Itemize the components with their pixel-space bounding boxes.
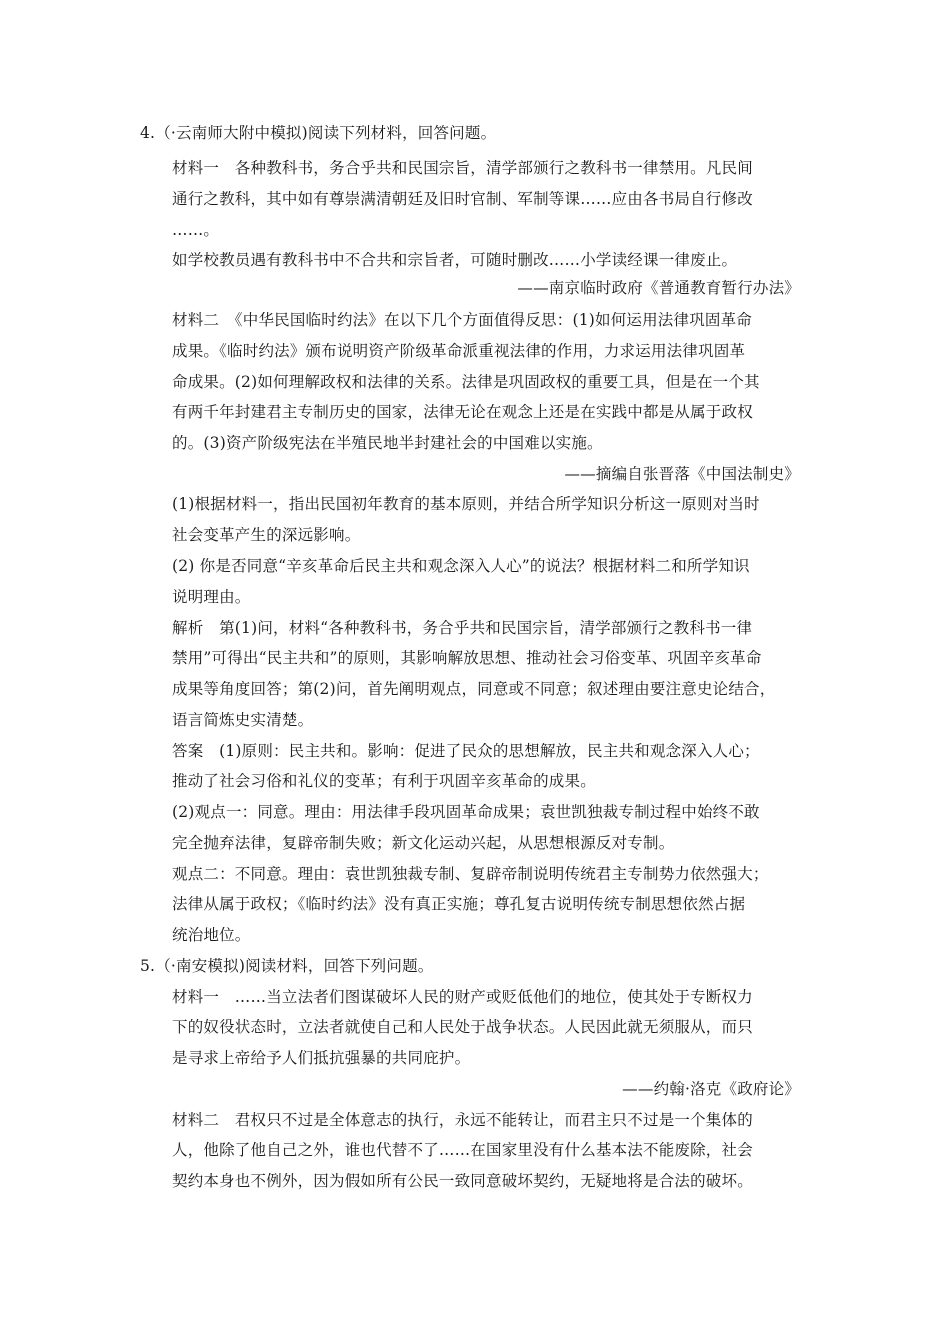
q4-question-line: 说明理由。: [172, 588, 251, 606]
q5-material-2-line: 契约本身也不例外，因为假如所有公民一致同意破坏契约，无疑地将是合法的破坏。: [172, 1172, 753, 1190]
q4-material-1-line: ……。: [172, 221, 220, 239]
q4-analysis-line: 语言简炼史实清楚。: [172, 711, 314, 729]
q4-material-2-line: 成果。《临时约法》颁布说明资产阶级革命派重视法律的作用，力求运用法律巩固革: [172, 342, 746, 360]
question-5-header: 5.（·南安模拟)阅读材料，回答下列问题。: [140, 957, 434, 975]
q4-answer-line: 观点二：不同意。理由：袁世凯独裁专制、复辟帝制说明传统君主专制势力依然强大；: [172, 865, 769, 883]
q4-question-line: (2) 你是否同意“辛亥革命后民主共和观念深入人心”的说法？根据材料二和所学知识: [172, 557, 750, 575]
q4-material-1-source: ——南京临时政府《普通教育暂行办法》: [517, 279, 800, 297]
question-4-header: 4.（·云南师大附中模拟)阅读下列材料，回答问题。: [140, 124, 497, 142]
q4-analysis-line: 解析 第(1)问，材料“各种教科书，务合乎共和民国宗旨，清学部颁行之教科书一律: [172, 619, 753, 637]
q4-material-2-line: 命成果。(2)如何理解政权和法律的关系。法律是巩固政权的重要工具，但是在一个其: [172, 373, 760, 391]
q5-material-1-line: 是寻求上帝给予人们抵抗强暴的共同庇护。: [172, 1049, 471, 1067]
q4-material-2-line: 有两千年封建君主专制历史的国家，法律无论在观念上还是在实践中都是从属于政权: [172, 403, 753, 421]
q4-answer-line: (2)观点一：同意。理由：用法律手段巩固革命成果；袁世凯独裁专制过程中始终不敢: [172, 803, 760, 821]
q4-answer-line: 完全抛弃法律，复辟帝制失败；新文化运动兴起，从思想根源反对专制。: [172, 834, 675, 852]
q5-material-1-line: 材料一 ……当立法者们图谋破坏人民的财产或贬低他们的地位，使其处于专断权力: [172, 988, 753, 1006]
q4-material-1-line: 如学校教员遇有教科书中不合共和宗旨者，可随时删改……小学读经课一律废止。: [172, 251, 738, 269]
q4-material-1-line: 通行之教科，其中如有尊崇满清朝廷及旧时官制、军制等课……应由各书局自行修改: [172, 190, 753, 208]
q4-material-1-line: 材料一 各种教科书，务合乎共和民国宗旨，清学部颁行之教科书一律禁用。凡民间: [172, 159, 753, 177]
q4-analysis-line: 禁用”可得出“民主共和”的原则，其影响解放思想、推动社会习俗变革、巩固辛亥革命: [172, 649, 762, 667]
q5-material-1-line: 下的奴役状态时，立法者就使自己和人民处于战争状态。人民因此就无须服从，而只: [172, 1018, 753, 1036]
q5-material-2-line: 人，他除了他自己之外，谁也代替不了……在国家里没有什么基本法不能废除，社会: [172, 1141, 753, 1159]
q4-question-line: (1)根据材料一，指出民国初年教育的基本原则，并结合所学知识分析这一原则对当时: [172, 495, 760, 513]
q5-material-2-line: 材料二 君权只不过是全体意志的执行，永远不能转让，而君主只不过是一个集体的: [172, 1111, 753, 1129]
q4-analysis-line: 成果等角度回答；第(2)问，首先阐明观点，同意或不同意；叙述理由要注意史论结合，: [172, 680, 776, 698]
q4-answer-line: 法律从属于政权；《临时约法》没有真正实施；尊孔复古说明传统专制思想依然占据: [172, 895, 746, 913]
q4-answer-line: 答案 (1)原则：民主共和。影响：促进了民众的思想解放，民主共和观念深入人心；: [172, 742, 760, 760]
q4-material-2-line: 材料二 《中华民国临时约法》在以下几个方面值得反思：(1)如何运用法律巩固革命: [172, 311, 753, 329]
q4-answer-line: 统治地位。: [172, 926, 251, 944]
q4-question-line: 社会变革产生的深远影响。: [172, 526, 361, 544]
q5-material-1-source: ——约翰·洛克《政府论》: [622, 1080, 800, 1098]
q4-material-2-source: ——摘编自张晋落《中国法制史》: [564, 465, 800, 483]
q4-material-2-line: 的。(3)资产阶级宪法在半殖民地半封建社会的中国难以实施。: [172, 434, 603, 452]
q4-answer-line: 推动了社会习俗和礼仪的变革；有利于巩固辛亥革命的成果。: [172, 772, 596, 790]
